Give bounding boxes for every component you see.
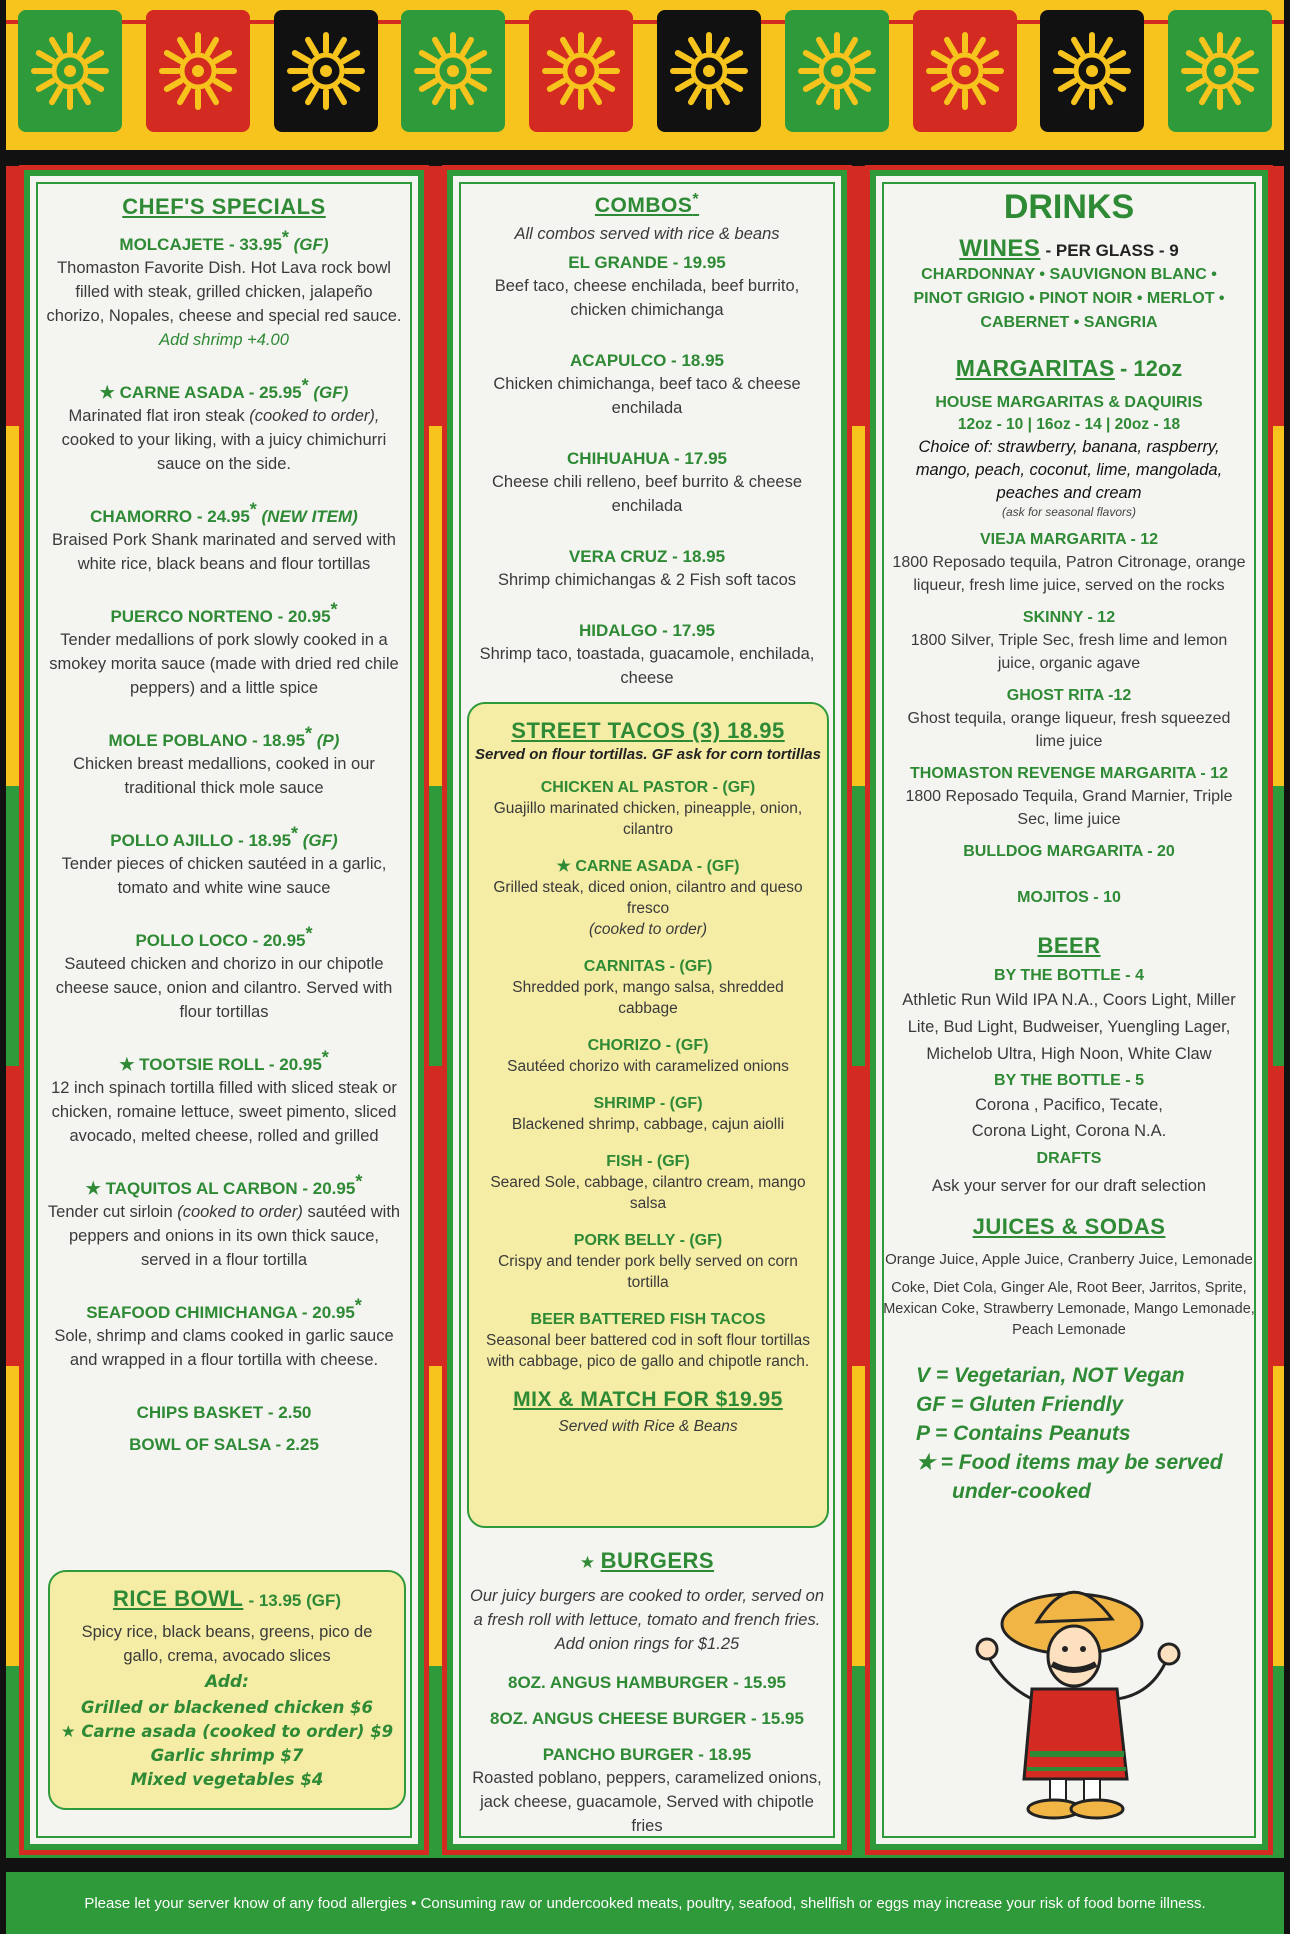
burger-star-icon: ★ [579,1553,601,1573]
chef-special-name [30,823,418,852]
chef-special-name [30,1171,418,1200]
legend-line: P = Contains Peanuts [916,1422,1131,1445]
taco-item [469,777,827,840]
drink-desc: Ghost tequila, orange liqueur, fresh squeezed lime juice [907,710,1231,750]
combo-name: HIDALGO - 17.95 [578,621,716,640]
drink-desc: 1800 Reposado Tequila, Grand Marnier, Triple Sec, lime juice [905,788,1233,828]
combo-desc: Chicken chimichanga, beef taco & cheese enchilada [493,375,801,417]
chef-special-name [30,227,418,256]
mix-match-title: MIX & MATCH FOR $19.95 [513,1388,783,1411]
chef-special-name-text: MOLCAJETE - 33.95 [119,235,282,254]
drink-name: THOMASTON REVENGE MARGARITA - 12 [910,765,1228,782]
chef-special-desc: Braised Pork Shank marinated and served with white rice, black beans and flour tortillas [52,531,396,573]
combo-item [453,546,841,592]
asterisk-icon: * [354,1295,362,1316]
papel-picado-flag [785,10,889,132]
bottle-5-title: BY THE BOTTLE - 5 [994,1072,1144,1089]
taco-name: CHICKEN AL PASTOR - (GF) [540,779,756,796]
papel-picado-flag [274,10,378,132]
drink-name: GHOST RITA -12 [1006,687,1132,704]
banner-divider [6,150,1284,166]
papel-picado-flag [1040,10,1144,132]
rice-bowl-add-item: Mixed vegetables $4 [130,1770,324,1789]
chef-special-item [30,375,418,476]
burger-name: PANCHO BURGER - 18.95 [542,1745,752,1764]
street-tacos-box [467,702,829,1528]
combo-desc: Shrimp taco, toastada, guacamole, enchilada, cheese [479,645,815,687]
drink-item [876,607,1262,675]
juices-title: JUICES & SODAS [972,1214,1166,1239]
taco-desc: Seasonal beer battered cod in soft flour tortillas with cabbage, pico de gallo and chipotle ranch. [486,1332,810,1370]
drink-desc: 1800 Silver, Triple Sec, fresh lime and lemon juice, organic agave [910,632,1228,672]
taco-desc: Grilled steak, diced onion, cilantro and queso fresco [493,879,803,917]
chef-special-item [30,227,418,352]
chef-special-desc-italic: (cooked to order) [177,1203,303,1221]
rice-bowl-add-item: Garlic shrimp $7 [150,1746,304,1765]
combo-desc: Beef taco, cheese enchilada, beef burrito, chicken chimichanga [494,277,800,319]
chef-special-desc: Tender cut sirloin (cooked to order) sautéed with peppers and onions in its own thick sauce, served in a flour tortilla [47,1203,401,1269]
beer-title: BEER [1037,933,1101,958]
taco-name: CHORIZO - (GF) [587,1037,709,1054]
footer-divider [6,1858,1284,1872]
drink-name: BULLDOG MARGARITA - 20 [963,843,1175,860]
combo-name: CHIHUAHUA - 17.95 [567,449,727,468]
combo-item [453,620,841,690]
burgers-title: BURGERS [600,1548,715,1573]
combo-item [453,350,841,420]
rice-bowl-add-item: ★ Carne asada (cooked to order) $9 [60,1722,394,1741]
legend-line: ★ = Food items may be served [916,1451,1223,1474]
chef-special-item [30,1295,418,1372]
burger-item [453,1744,841,1838]
combo-desc: Shrimp chimichangas & 2 Fish soft tacos [497,571,797,589]
chef-special-desc: Chicken breast medallions, cooked in our traditional thick mole sauce [73,755,375,797]
drink-desc: 1800 Reposado tequila, Patron Citronage, orange liqueur, fresh lime juice, served on the rocks [892,554,1246,594]
drinks-column [876,188,1262,1506]
rice-bowl-add-item: Grilled or blackened chicken $6 [80,1698,374,1717]
chef-special-item [30,599,418,700]
bottle-4-title: BY THE BOTTLE - 4 [994,967,1144,984]
chef-special-name-text: MOLE POBLANO - 18.95 [108,731,306,750]
chef-special-desc: Sauteed chicken and chorizo in our chipotle cheese sauce, onion and cilantro. Served with flour tortillas [55,955,393,1021]
chef-special-desc: Tender pieces of chicken sautéed in a garlic, tomato and white wine sauce [61,855,387,897]
combos-title: COMBOS* [594,191,700,217]
papel-picado-flag [1168,10,1272,132]
drink-name: VIEJA MARGARITA - 12 [979,531,1159,548]
drafts-desc: Ask your server for our draft selection [931,1177,1207,1195]
chef-special-desc: Marinated flat iron steak (cooked to order), cooked to your liking, with a juicy chimichurri sauce on the side. [61,407,387,473]
burgers-desc: Our juicy burgers are cooked to order, served on a fresh roll with lettuce, tomato and french fries. Add onion rings for $1.25 [469,1587,825,1653]
taco-item [469,856,827,940]
chef-special-name-text: POLLO LOCO - 20.95 [135,931,306,950]
combos-column [453,186,841,718]
chef-special-name [30,375,418,404]
burger-desc: Roasted poblano, peppers, caramelized onions, jack cheese, guacamole, Served with chipotle fries [472,1769,822,1835]
chef-special-desc: Sole, shrimp and clams cooked in garlic sauce and wrapped in a flour tortilla with cheese. [54,1327,394,1369]
taco-name: BEER BATTERED FISH TACOS [530,1311,766,1328]
allergy-footer: Please let your server know of any food allergies • Consuming raw or undercooked meats, poultry, seafood, shellfish or eggs may increase your risk of food borne illness. [6,1872,1284,1934]
chef-special-tag: (P) [312,731,340,750]
chef-special-name [30,723,418,752]
drink-item [876,529,1262,597]
seasonal-note: (ask for seasonal flavors) [1001,505,1137,519]
chef-special-name [30,1047,418,1076]
combos-title-text: COMBOS [594,194,693,217]
asterisk-icon: * [355,1171,363,1192]
sodas-list: Coke, Diet Cola, Ginger Ale, Root Beer, Jarritos, Sprite, Mexican Coke, Strawberry Lemonade, Mango Lemonade, Peach Lemonade [883,1280,1255,1338]
chef-special-name-text: POLLO AJILLO - 18.95 [110,831,292,850]
legend-line: GF = Gluten Friendly [916,1393,1124,1416]
rice-bowl-add-label: Add: [205,1672,249,1692]
papel-picado-flag [529,10,633,132]
chef-special-name-text: ★ CARNE ASADA - 25.95 [99,383,302,402]
chef-special-tag: (GF) [298,831,338,850]
drafts-title: DRAFTS [1036,1150,1102,1167]
drink-item [876,841,1262,863]
taco-item [469,1093,827,1135]
taco-desc: Seared Sole, cabbage, cilantro cream, mango salsa [490,1174,806,1212]
papel-picado-flag [401,10,505,132]
wines-title: WINES [959,235,1041,262]
asterisk-icon: * [249,499,257,520]
drink-name: SKINNY - 12 [1022,609,1116,626]
taco-name: PORK BELLY - (GF) [573,1232,723,1249]
chef-special-item [30,823,418,900]
chef-special-name-text: SEAFOOD CHIMICHANGA - 20.95 [86,1303,355,1322]
taco-desc: Crispy and tender pork belly served on corn tortilla [498,1253,798,1291]
burger-item [453,1708,841,1730]
chef-special-tag: (GF) [308,383,349,402]
chef-special-name-text: ★ TOOTSIE ROLL - 20.95 [119,1055,322,1074]
papel-picado-flag [146,10,250,132]
burgers-section [453,1548,841,1852]
chef-special-extra: Add shrimp +4.00 [159,331,289,349]
bowl-of-salsa: BOWL OF SALSA - 2.25 [129,1435,319,1454]
taco-name: ★ CARNE ASADA - (GF) [556,858,740,875]
chef-special-name-text: PUERCO NORTENO - 20.95 [110,607,331,626]
asterisk-icon: * [330,599,338,620]
drink-name: MOJITOS - 10 [1017,889,1121,906]
wine-list-line: PINOT GRIGIO • PINOT NOIR • MERLOT • [913,290,1225,307]
combo-name: VERA CRUZ - 18.95 [568,547,726,566]
papel-picado-flag [18,10,122,132]
chef-special-desc: Tender medallions of pork slowly cooked in a smokey morita sauce (made with dried red chile peppers) and a little spice [49,631,399,697]
chef-special-desc-italic: (cooked to order), [249,407,380,425]
asterisk-icon: * [321,1047,329,1068]
rice-bowl-desc: Spicy rice, black beans, greens, pico de gallo, crema, avocado slices [81,1623,373,1665]
chef-special-item [30,923,418,1024]
burger-name: 8OZ. ANGUS HAMBURGER - 15.95 [507,1673,787,1692]
juices-list: Orange Juice, Apple Juice, Cranberry Juice, Lemonade [885,1251,1253,1268]
taco-item [469,1309,827,1372]
taco-item [469,956,827,1019]
taco-item [469,1035,827,1077]
bottle-5-list: Corona , Pacifico, Tecate, Corona Light, Corona N.A. [971,1096,1167,1140]
chef-special-tag: (GF) [288,235,329,254]
chips-basket: CHIPS BASKET - 2.50 [136,1403,312,1422]
papel-picado-banner [6,0,1284,150]
papel-picado-flag [913,10,1017,132]
chef-special-item [30,1171,418,1272]
combo-desc: Cheese chili relleno, beef burrito & cheese enchilada [491,473,802,515]
house-margaritas: HOUSE MARGARITAS & DAQUIRIS [935,394,1203,411]
combo-name: ACAPULCO - 18.95 [570,351,724,370]
margarita-choice: Choice of: strawberry, banana, raspberry, mango, peach, coconut, lime, mangolada, peaches and cream [915,438,1223,502]
combo-item [453,448,841,518]
drinks-panel [870,170,1268,1850]
drink-item [876,685,1262,753]
taco-desc: Sautéed chorizo with caramelized onions [507,1058,789,1075]
combo-item [453,252,841,322]
taco-item [469,1151,827,1214]
taco-note: (cooked to order) [588,921,708,938]
legend-line: V = Vegetarian, NOT Vegan [916,1364,1185,1387]
house-sizes: 12oz - 10 | 16oz - 14 | 20oz - 18 [957,416,1181,433]
taco-name: SHRIMP - (GF) [593,1095,703,1112]
wines-price: - PER GLASS - 9 [1045,241,1179,260]
rice-bowl-title: RICE BOWL [112,1586,244,1611]
taco-desc: Blackened shrimp, cabbage, cajun aiolli [511,1116,785,1133]
chef-special-name [30,1295,418,1324]
combos-subtitle: All combos served with rice & beans [514,225,780,243]
chef-special-desc: 12 inch spinach tortilla filled with sliced steak or chicken, romaine lettuce, sweet pimento, sliced avocado, melted cheese, rolled and grilled [51,1079,397,1145]
rice-bowl-heading [50,1586,404,1612]
asterisk-icon: * [301,375,309,396]
street-tacos-subtitle: Served on flour tortillas. GF ask for corn tortillas [475,746,821,763]
wine-list-line: CABERNET • SANGRIA [980,314,1158,331]
chef-special-name [30,599,418,628]
asterisk-icon: * [305,723,313,744]
chefs-specials-panel [24,170,424,1850]
asterisk-icon: * [281,227,289,248]
rice-bowl-price: - 13.95 (GF) [248,1591,342,1610]
mix-match-sub: Served with Rice & Beans [558,1418,738,1435]
chef-special-item [30,499,418,576]
bottle-4-list: Athletic Run Wild IPA N.A., Coors Light, Miller Lite, Bud Light, Budweiser, Yuengling Lager, Michelob Ultra, High Noon, White Claw [902,991,1236,1063]
margaritas-title: MARGARITAS [955,355,1115,381]
wine-list-line: CHARDONNAY • SAUVIGNON BLANC • [921,266,1217,283]
taco-name: FISH - (GF) [606,1153,690,1170]
chefs-specials-column [30,186,418,1456]
chef-special-item [30,723,418,800]
taco-desc: Guajillo marinated chicken, pineapple, onion, cilantro [493,800,803,838]
chef-special-item [30,1047,418,1148]
margaritas-heading [876,355,1262,382]
rice-bowl-box [48,1570,406,1810]
taco-desc: Shredded pork, mango salsa, shredded cabbage [512,979,784,1017]
chef-special-name-text: ★ TAQUITOS AL CARBON - 20.95 [85,1179,356,1198]
taco-item [469,1230,827,1293]
burger-name: 8OZ. ANGUS CHEESE BURGER - 15.95 [490,1709,804,1728]
chef-special-name [30,499,418,528]
legend-line: under-cooked [952,1480,1091,1503]
drink-item [876,887,1262,909]
combo-name: EL GRANDE - 19.95 [568,253,726,272]
taco-name: CARNITAS - (GF) [583,958,713,975]
chef-special-tag: (NEW ITEM) [256,507,358,526]
combos-panel [447,170,847,1850]
asterisk-icon: * [305,923,313,944]
street-tacos-title: STREET TACOS (3) 18.95 [511,718,785,743]
asterisk-icon: * [291,823,299,844]
chef-special-name-text: CHAMORRO - 24.95 [90,507,250,526]
drink-item [876,763,1262,831]
burgers-heading [453,1548,841,1574]
mariachi-mascot-illustration [962,1564,1192,1824]
chef-special-name [30,923,418,952]
chefs-specials-title: CHEF'S SPECIALS [122,194,326,219]
drinks-title: DRINKS [1003,188,1135,226]
wines-heading [876,235,1262,263]
chef-special-desc: Thomaston Favorite Dish. Hot Lava rock bowl filled with steak, grilled chicken, jalapeño chorizo, Nopales, cheese and special red sauce. Add shrimp +4.00 [46,259,402,349]
burger-item [453,1672,841,1694]
papel-picado-flag [657,10,761,132]
margaritas-size: - 12oz [1119,356,1183,381]
